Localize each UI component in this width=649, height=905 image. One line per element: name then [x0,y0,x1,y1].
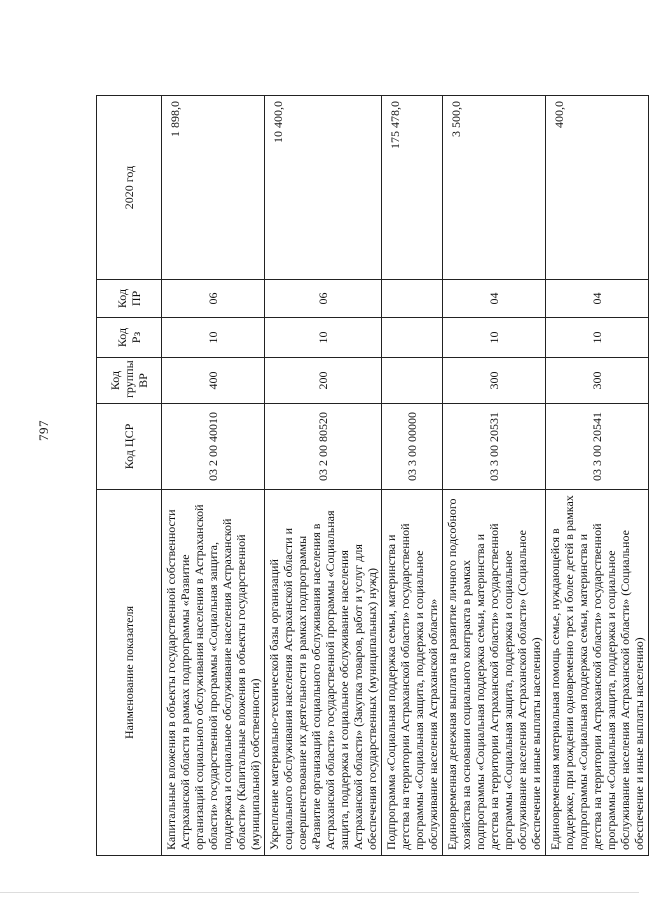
row-pr: 04 [546,280,649,318]
row-vr: 300 [546,358,649,404]
row-vr: 400 [162,358,265,404]
row-name: Капитальные вложения в объекты государственной собственности Астраханской области в рамках подпрограммы «Развитие организаций социального обслуживания населения в Астраханской области» государственной программы «Социальная защита, поддержка и социальное обслуживание населения Астраханской области» (Капитальные вложения в объекты государственной (муниципальной) собственности) [162,490,265,856]
row-value: 175 478,0 [382,96,443,280]
row-value: 400,0 [546,96,649,280]
row-value: 3 500,0 [443,96,546,280]
header-year: 2020 год [97,96,162,280]
page-number: 797 [36,420,51,441]
header-csr: Код ЦСР [97,404,162,490]
table-row [546,96,649,856]
row-pr: 04 [443,280,546,318]
rotated-budget-table [96,96,646,856]
row-name: Подпрограмма «Социальная поддержка семьи, материнства и детства на территории Астраханской области» государственной программы «Социальная защита, поддержка и социальное обслуживание населения Астраханской области» [382,490,443,856]
row-rz: 10 [265,318,382,358]
table-row [382,96,443,856]
header-rz: Код Рз [97,318,162,358]
row-rz: 10 [162,318,265,358]
table-row [443,96,546,856]
row-csr: 03 2 00 80520 [265,404,382,490]
row-csr: 03 3 00 00000 [382,404,443,490]
row-vr: 300 [443,358,546,404]
header-name: Наименование показателя [97,490,162,856]
row-csr: 03 3 00 20541 [546,404,649,490]
header-row [97,96,162,856]
row-pr [382,280,443,318]
row-rz: 10 [443,318,546,358]
row-name: Укрепление материально-технической базы организаций социального обслуживания населения Астраханской области и совершенствование их деятельности в рамках подпрограммы «Развитие организаций социального обслуживания населения в Астраханской области» государственной программы «Социальная защита, поддержка и социальное обслуживание населения Астраханской области» (Закупка товаров, работ и услуг для обеспечения государственных (муниципальных) нужд) [265,490,382,856]
row-value: 1 898,0 [162,96,265,280]
row-csr: 03 3 00 20531 [443,404,546,490]
row-pr: 06 [162,280,265,318]
row-vr: 200 [265,358,382,404]
row-rz [382,318,443,358]
scan-edge-divider [0,892,639,893]
row-pr: 06 [265,280,382,318]
row-rz: 10 [546,318,649,358]
budget-table [96,95,649,856]
table-row [265,96,382,856]
row-name: Единовременная материальная помощь семье, нуждающейся в поддержке, при рождении одновременно трех и более детей в рамках подпрограммы «Социальная поддержка семьи, материнства и детства на территории Астраханской области» государственной программы «Социальная защита, поддержка и социальное обслуживание населения Астраханской области» (Социальное обеспечение и иные выплаты населению) [546,490,649,856]
row-name: Единовременная денежная выплата на развитие личного подсобного хозяйства на основании социального контракта в рамках подпрограммы «Социальная поддержка семьи, материнства и детства на территории Астраханской области» государственной программы «Социальная защита, поддержка и социальное обслуживание населения Астраханской области» (Социальное обеспечение и иные выплаты населению) [443,490,546,856]
row-vr [382,358,443,404]
table-row [162,96,265,856]
header-vr: Код группы ВР [97,358,162,404]
row-csr: 03 2 00 40010 [162,404,265,490]
row-value: 10 400,0 [265,96,382,280]
header-pr: Код ПР [97,280,162,318]
